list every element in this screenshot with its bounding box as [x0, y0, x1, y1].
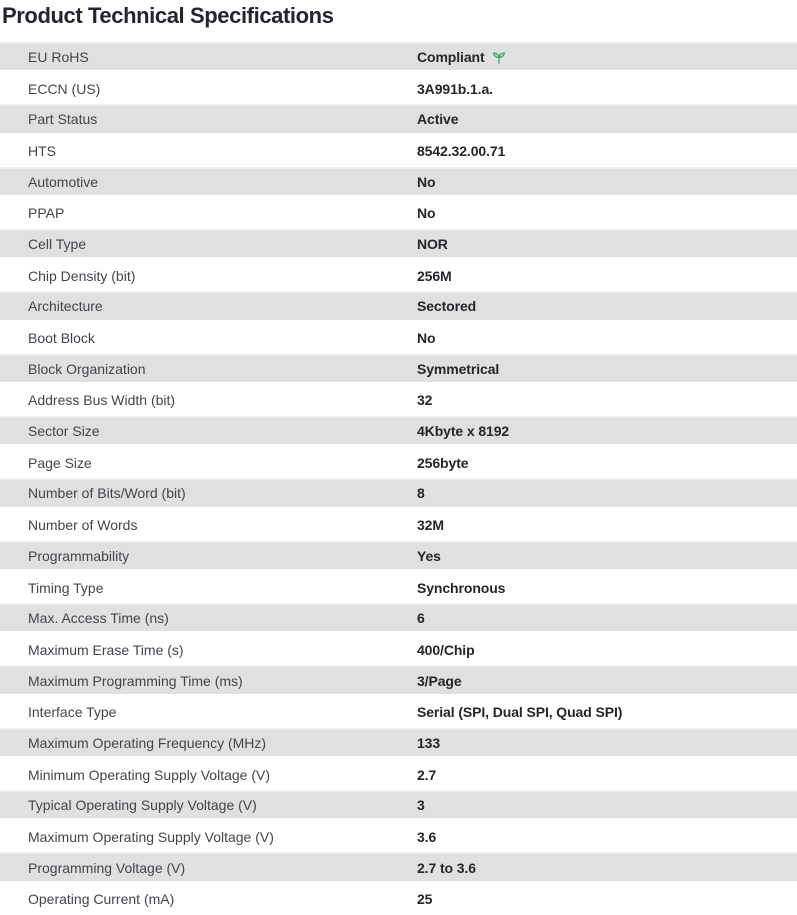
spec-label: Maximum Programming Time (ms) [28, 672, 243, 689]
spec-value: 6 [417, 610, 425, 627]
spec-value-wrap [389, 455, 797, 471]
spec-value-wrap [389, 392, 797, 408]
spec-label: Operating Current (mA) [28, 891, 175, 908]
spec-value: 2.7 to 3.6 [417, 859, 476, 876]
spec-label: Number of Words [28, 517, 138, 534]
spec-label: EU RoHS [28, 49, 89, 66]
spec-value-wrap [389, 829, 797, 845]
spec-label: Timing Type [28, 579, 104, 596]
table-row [0, 510, 797, 541]
spec-label: Automotive [28, 173, 99, 190]
spec-value-wrap [389, 767, 797, 783]
spec-value-wrap [389, 860, 797, 876]
table-row [0, 852, 797, 883]
spec-label: Block Organization [28, 360, 146, 377]
spec-value-wrap [389, 81, 797, 97]
spec-value: 25 [417, 891, 433, 908]
spec-value: 256M [417, 267, 452, 284]
spec-value: Serial (SPI, Dual SPI, Quad SPI) [417, 704, 623, 721]
spec-label: Minimum Operating Supply Voltage (V) [28, 766, 270, 783]
spec-table [0, 42, 797, 915]
spec-value-wrap [389, 642, 797, 658]
spec-value: 8 [417, 485, 425, 502]
spec-value-wrap [389, 268, 797, 284]
spec-value: Active [417, 111, 459, 128]
table-row [0, 478, 797, 509]
spec-value: 32M [417, 517, 444, 534]
spec-label: Address Bus Width (bit) [28, 392, 176, 409]
spec-label: Interface Type [28, 704, 117, 721]
table-row [0, 354, 797, 385]
spec-value-wrap [389, 517, 797, 533]
table-row [0, 603, 797, 634]
table-row [0, 385, 797, 416]
table-row [0, 42, 797, 73]
table-row [0, 759, 797, 790]
spec-value: Yes [417, 547, 441, 564]
spec-value-wrap [389, 298, 797, 314]
spec-value-wrap [389, 236, 797, 252]
spec-value-wrap [389, 735, 797, 751]
spec-value: No [417, 205, 436, 222]
table-row [0, 136, 797, 167]
spec-label: Architecture [28, 298, 103, 315]
table-row [0, 541, 797, 572]
spec-value-wrap [389, 673, 797, 689]
table-row [0, 884, 797, 915]
spec-value-wrap [389, 111, 797, 127]
spec-label: Max. Access Time (ns) [28, 610, 169, 627]
table-row [0, 821, 797, 852]
spec-label: HTS [28, 143, 56, 160]
spec-value: 2.7 [417, 766, 437, 783]
spec-label: Typical Operating Supply Voltage (V) [28, 797, 257, 814]
spec-label: Maximum Erase Time (s) [28, 641, 184, 658]
spec-value: No [417, 173, 436, 190]
table-row [0, 634, 797, 665]
spec-label: Maximum Operating Supply Voltage (V) [28, 828, 274, 845]
spec-value-wrap [389, 330, 797, 346]
spec-value-wrap [389, 423, 797, 439]
spec-value: 3A991b.1.a. [417, 80, 493, 97]
spec-value-wrap [389, 143, 797, 159]
spec-label: Chip Density (bit) [28, 267, 136, 284]
spec-value-wrap [389, 610, 797, 626]
table-row [0, 728, 797, 759]
table-row [0, 416, 797, 447]
table-row [0, 73, 797, 104]
spec-label: Cell Type [28, 236, 87, 253]
table-row [0, 697, 797, 728]
table-row [0, 665, 797, 696]
spec-value: 3.6 [417, 828, 437, 845]
spec-label: ECCN (US) [28, 80, 101, 97]
spec-value-wrap [389, 174, 797, 190]
spec-label: Number of Bits/Word (bit) [28, 485, 186, 502]
spec-value-wrap [389, 205, 797, 221]
table-row [0, 447, 797, 478]
spec-label: Programmability [28, 547, 130, 564]
spec-value: 3/Page [417, 672, 462, 689]
table-row [0, 198, 797, 229]
spec-value: Sectored [417, 298, 477, 315]
spec-value-wrap [389, 49, 797, 66]
table-row [0, 104, 797, 135]
spec-value: 256byte [417, 454, 469, 471]
spec-value: 400/Chip [417, 641, 475, 658]
page-title: Product Technical Specifications [2, 3, 334, 28]
table-row [0, 572, 797, 603]
table-row [0, 260, 797, 291]
spec-label: PPAP [28, 205, 65, 222]
table-row [0, 790, 797, 821]
table-row [0, 229, 797, 260]
spec-value: NOR [417, 236, 448, 253]
spec-value: 32 [417, 392, 433, 409]
spec-label: Programming Voltage (V) [28, 859, 186, 876]
spec-value: 3 [417, 797, 425, 814]
spec-value: Symmetrical [417, 360, 500, 377]
spec-value: Synchronous [417, 579, 506, 596]
spec-label: Part Status [28, 111, 98, 128]
spec-value: No [417, 330, 436, 347]
table-row [0, 167, 797, 198]
spec-value: 133 [417, 734, 441, 751]
table-row [0, 323, 797, 354]
spec-value: Compliant [417, 49, 485, 66]
spec-value-wrap [389, 361, 797, 377]
spec-label: Boot Block [28, 330, 95, 347]
spec-value-wrap [389, 485, 797, 501]
leaf-icon [491, 50, 507, 66]
spec-value: 4Kbyte x 8192 [417, 423, 510, 440]
spec-label: Sector Size [28, 423, 100, 440]
spec-value: 8542.32.00.71 [417, 143, 506, 160]
spec-value-wrap [389, 548, 797, 564]
table-row [0, 291, 797, 322]
spec-value-wrap [389, 580, 797, 596]
spec-value-wrap [389, 891, 797, 907]
spec-label: Page Size [28, 454, 92, 471]
spec-value-wrap [389, 797, 797, 813]
spec-label: Maximum Operating Frequency (MHz) [28, 734, 267, 751]
spec-value-wrap [389, 704, 797, 720]
